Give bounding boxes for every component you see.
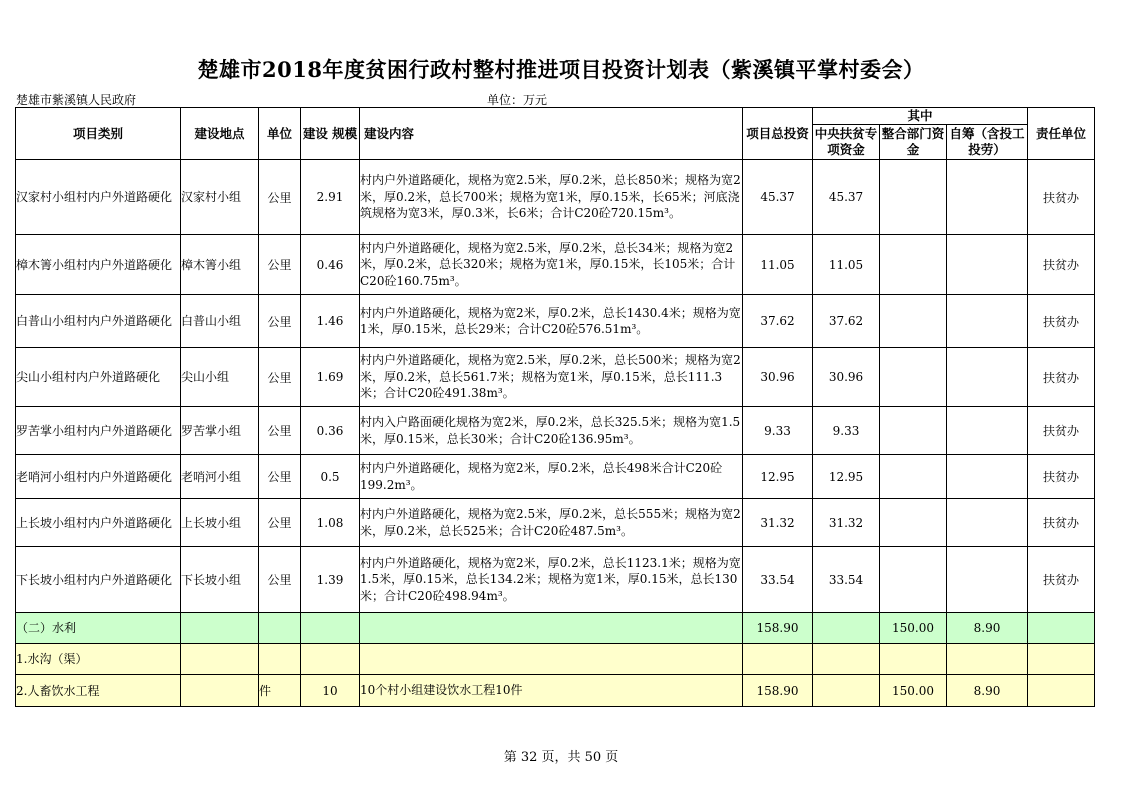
category-cell: （二）水利: [16, 613, 181, 644]
category-cell: 白普山小组村内户外道路硬化: [16, 295, 181, 348]
header-self: 自筹（含投工投劳）: [947, 125, 1028, 160]
dept-cell: [880, 295, 947, 348]
central-cell: 9.33: [813, 407, 880, 455]
total-cell: 158.90: [743, 613, 813, 644]
central-cell: 11.05: [813, 235, 880, 295]
self-cell: [947, 499, 1028, 547]
header-total: 项目总投资: [743, 108, 813, 160]
unit-cell: 公里: [259, 499, 301, 547]
central-cell: 37.62: [813, 295, 880, 348]
content-cell: 村内户外道路硬化，规格为宽2.5米，厚0.2米，总长34米；规格为宽2米，厚0.2米，总长320米；规格为宽1米，厚0.15米，长105米；合计C20砼160.75m³。: [360, 235, 743, 295]
total-cell: 30.96: [743, 348, 813, 407]
content-cell: 村内户外道路硬化，规格为宽2米，厚0.2米，总长1123.1米；规格为宽1.5米，厚0.15米，总长134.2米；规格为宽1米，厚0.15米，总长130米；合计C20砼498.94m³。: [360, 547, 743, 613]
location-cell: 白普山小组: [181, 295, 259, 348]
self-cell: [947, 407, 1028, 455]
table-row: [16, 455, 1095, 499]
self-cell: [947, 235, 1028, 295]
dept-cell: [880, 455, 947, 499]
category-cell: 罗苦掌小组村内户外道路硬化: [16, 407, 181, 455]
dept-cell: [880, 235, 947, 295]
category-cell: 樟木箐小组村内户外道路硬化: [16, 235, 181, 295]
unit-cell: 公里: [259, 348, 301, 407]
unit-label: 单位：万元: [487, 93, 548, 107]
self-cell: 8.90: [947, 675, 1028, 707]
unit-cell: 公里: [259, 455, 301, 499]
content-cell: 村内户外道路硬化，规格为宽2.5米，厚0.2米，总长850米；规格为宽2米，厚0.2米，总长700米；规格为宽1米，厚0.15米，长65米；河底浇筑规格为宽3米，厚0.3米，长6米；合计C20砼720.15m³。: [360, 160, 743, 235]
table-row: [16, 407, 1095, 455]
resp-cell: 扶贫办: [1028, 348, 1095, 407]
location-cell: 上长坡小组: [181, 499, 259, 547]
scale-cell: 1.46: [301, 295, 360, 348]
central-cell: 12.95: [813, 455, 880, 499]
header-scale: 建设 规模: [301, 108, 360, 160]
central-cell: 31.32: [813, 499, 880, 547]
header-central: 中央扶贫专项资金: [813, 125, 880, 160]
unit-cell: 公里: [259, 160, 301, 235]
location-cell: 尖山小组: [181, 348, 259, 407]
table-row: [16, 644, 1095, 675]
category-cell: 汉家村小组村内户外道路硬化: [16, 160, 181, 235]
scale-cell: 1.69: [301, 348, 360, 407]
resp-cell: 扶贫办: [1028, 235, 1095, 295]
total-cell: 11.05: [743, 235, 813, 295]
content-cell: 村内户外道路硬化，规格为宽2.5米，厚0.2米，总长500米；规格为宽2米，厚0.2米，总长561.7米；规格为宽1米，厚0.15米，总长111.3米；合计C20砼491.38m³。: [360, 348, 743, 407]
resp-cell: 扶贫办: [1028, 455, 1095, 499]
unit-cell: 件: [259, 675, 301, 707]
category-cell: 1.水沟（渠）: [16, 644, 181, 675]
self-cell: [947, 547, 1028, 613]
scale-cell: 0.36: [301, 407, 360, 455]
unit-cell: 公里: [259, 295, 301, 348]
dept-cell: 150.00: [880, 675, 947, 707]
page-title: 楚雄市2018年度贫困行政村整村推进项目投资计划表（紫溪镇平掌村委会）: [197, 57, 925, 82]
dept-cell: [880, 407, 947, 455]
table-row: [16, 348, 1095, 407]
unit-cell: 公里: [259, 547, 301, 613]
header-unit: 单位: [259, 108, 301, 160]
header-resp: 责任单位: [1028, 108, 1095, 160]
self-cell: [947, 160, 1028, 235]
table-row: [16, 235, 1095, 295]
central-cell: 33.54: [813, 547, 880, 613]
central-cell: 45.37: [813, 160, 880, 235]
self-cell: [947, 455, 1028, 499]
scale-cell: 0.5: [301, 455, 360, 499]
organization-name: 楚雄市紫溪镇人民政府: [16, 93, 137, 107]
scale-cell: 10: [301, 675, 360, 707]
table-row: [16, 675, 1095, 707]
content-cell: 10个村小组建设饮水工程10件: [360, 675, 743, 707]
total-cell: 12.95: [743, 455, 813, 499]
category-cell: 上长坡小组村内户外道路硬化: [16, 499, 181, 547]
content-cell: 村内户外道路硬化，规格为宽2米，厚0.2米，总长498米合计C20砼199.2m³。: [360, 455, 743, 499]
dept-cell: [880, 348, 947, 407]
table-row: [16, 613, 1095, 644]
dept-cell: 150.00: [880, 613, 947, 644]
total-cell: 33.54: [743, 547, 813, 613]
content-cell: 村内户外道路硬化，规格为宽2.5米，厚0.2米，总长555米；规格为宽2米，厚0.2米，总长525米；合计C20砼487.5m³。: [360, 499, 743, 547]
unit-cell: 公里: [259, 407, 301, 455]
header-location: 建设地点: [181, 108, 259, 160]
total-cell: 158.90: [743, 675, 813, 707]
central-cell: 30.96: [813, 348, 880, 407]
table-row: [16, 499, 1095, 547]
dept-cell: [880, 499, 947, 547]
total-cell: 31.32: [743, 499, 813, 547]
category-cell: 2.人畜饮水工程: [16, 675, 181, 707]
scale-cell: 2.91: [301, 160, 360, 235]
total-cell: 37.62: [743, 295, 813, 348]
table-row: [16, 295, 1095, 348]
table-row: [16, 160, 1095, 235]
header-content: 建设内容: [360, 108, 743, 160]
header-group: 其中: [813, 108, 1028, 125]
table-row: [16, 547, 1095, 613]
location-cell: 老哨河小组: [181, 455, 259, 499]
content-cell: 村内入户路面硬化规格为宽2米，厚0.2米，总长325.5米；规格为宽1.5米，厚0.15米，总长30米；合计C20砼136.95m³。: [360, 407, 743, 455]
self-cell: [947, 295, 1028, 348]
content-cell: 村内户外道路硬化，规格为宽2米，厚0.2米，总长1430.4米；规格为宽1米，厚0.15米，总长29米；合计C20砼576.51m³。: [360, 295, 743, 348]
location-cell: 罗苦掌小组: [181, 407, 259, 455]
total-cell: 9.33: [743, 407, 813, 455]
scale-cell: 1.08: [301, 499, 360, 547]
total-cell: 45.37: [743, 160, 813, 235]
resp-cell: 扶贫办: [1028, 295, 1095, 348]
dept-cell: [880, 547, 947, 613]
category-cell: 尖山小组村内户外道路硬化: [16, 348, 181, 407]
resp-cell: 扶贫办: [1028, 499, 1095, 547]
header-category: 项目类别: [16, 108, 181, 160]
unit-cell: 公里: [259, 235, 301, 295]
category-cell: 老哨河小组村内户外道路硬化: [16, 455, 181, 499]
location-cell: 下长坡小组: [181, 547, 259, 613]
dept-cell: [880, 160, 947, 235]
resp-cell: 扶贫办: [1028, 547, 1095, 613]
scale-cell: 1.39: [301, 547, 360, 613]
self-cell: 8.90: [947, 613, 1028, 644]
location-cell: 汉家村小组: [181, 160, 259, 235]
category-cell: 下长坡小组村内户外道路硬化: [16, 547, 181, 613]
scale-cell: 0.46: [301, 235, 360, 295]
page-footer: 第 32 页，共 50 页: [503, 750, 619, 765]
resp-cell: 扶贫办: [1028, 407, 1095, 455]
resp-cell: 扶贫办: [1028, 160, 1095, 235]
self-cell: [947, 348, 1028, 407]
location-cell: 樟木箐小组: [181, 235, 259, 295]
header-dept: 整合部门资金: [880, 125, 947, 160]
investment-plan-table: [15, 107, 1095, 707]
